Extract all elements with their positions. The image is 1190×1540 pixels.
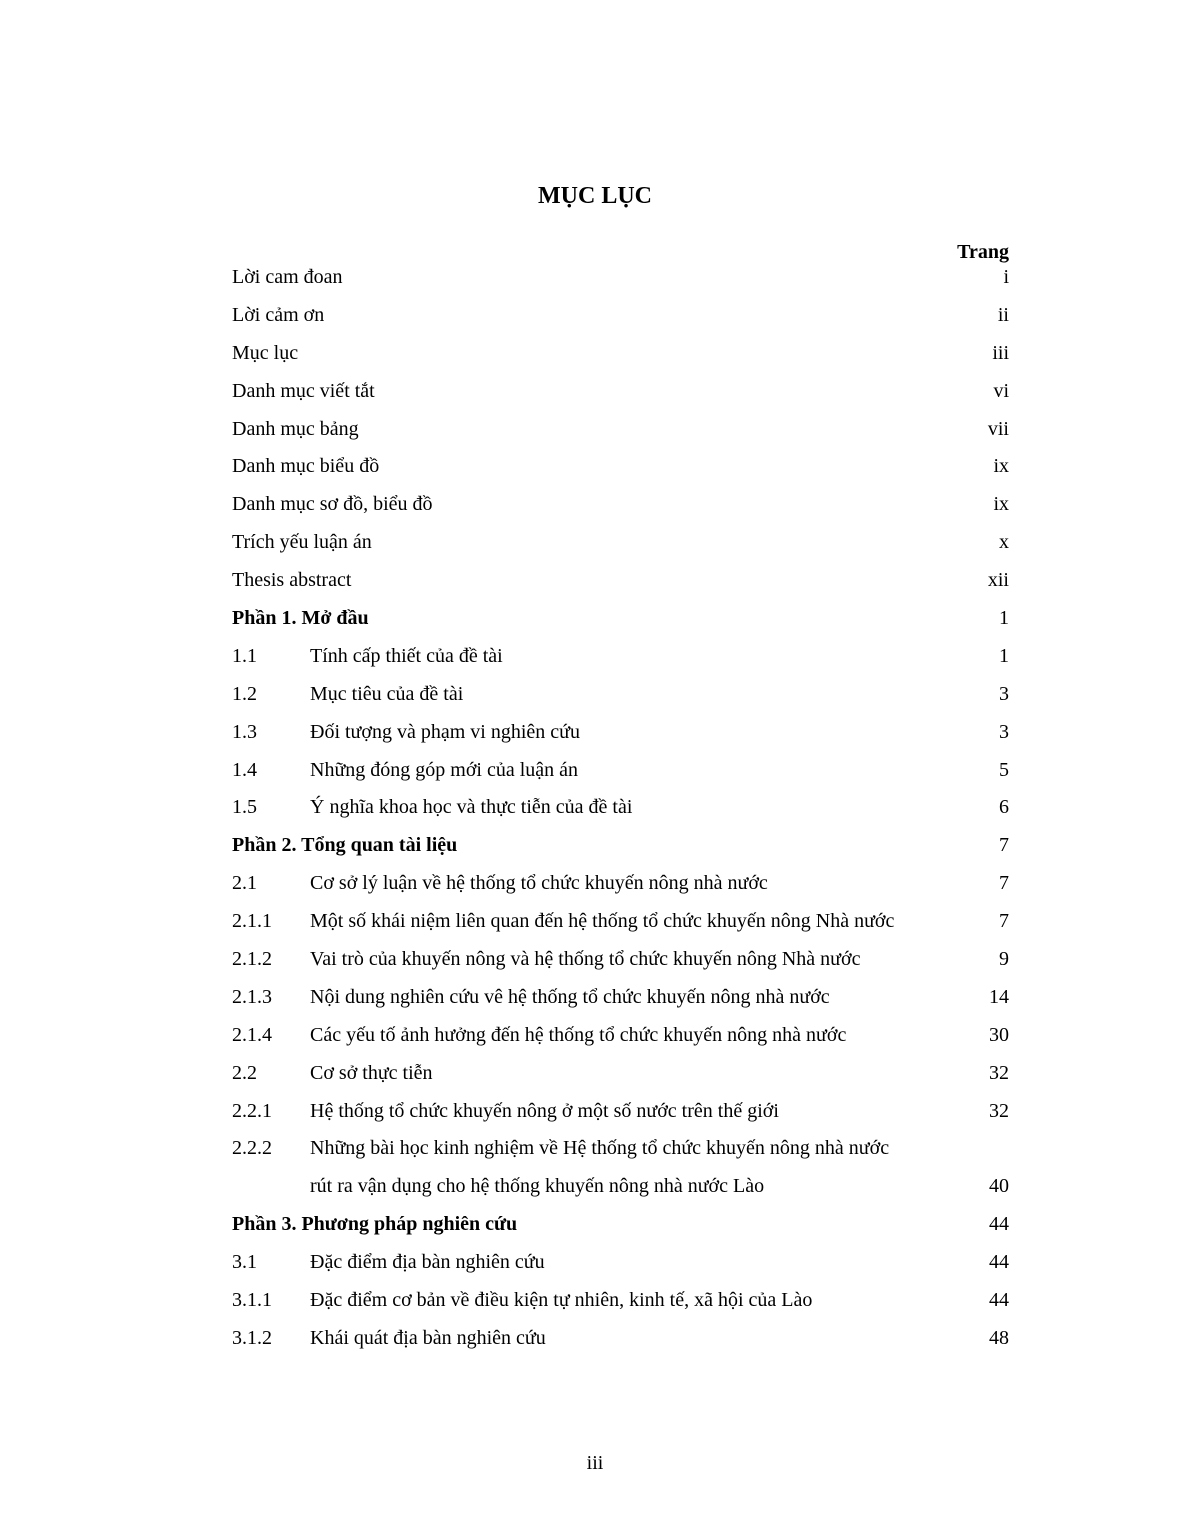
toc-entry-title: Danh mục sơ đồ, biểu đồ bbox=[232, 493, 433, 516]
toc-entry-title: Danh mục viết tắt bbox=[232, 379, 375, 402]
toc-entry bbox=[232, 1320, 1009, 1358]
toc-entry-page: ix bbox=[993, 455, 1009, 478]
toc-entry-title: Mục tiêu của đề tài bbox=[310, 682, 464, 705]
toc-entry-number: 1.5 bbox=[232, 796, 257, 819]
toc-entry-page: 44 bbox=[989, 1213, 1009, 1236]
toc-entry bbox=[232, 524, 1009, 562]
toc-entry-number: 2.1 bbox=[232, 872, 257, 895]
toc-entry bbox=[232, 1168, 1009, 1206]
toc-entry-title: Phần 2. Tổng quan tài liệu bbox=[232, 834, 458, 857]
toc-entry-page: 7 bbox=[999, 910, 1009, 933]
toc-entry bbox=[232, 1055, 1009, 1093]
toc-entry-page: 48 bbox=[989, 1326, 1009, 1349]
toc-entry bbox=[232, 676, 1009, 714]
toc-entry-title: Cơ sở thực tiễn bbox=[310, 1061, 433, 1084]
toc-entry-page: 1 bbox=[999, 607, 1009, 630]
toc-entry-page: 7 bbox=[999, 834, 1009, 857]
toc-entry-page: 30 bbox=[989, 1023, 1009, 1046]
toc-entry-page: vi bbox=[993, 379, 1009, 402]
toc-entry bbox=[232, 903, 1009, 941]
toc-entry bbox=[232, 486, 1009, 524]
toc-entry-title: Các yếu tố ảnh hưởng đến hệ thống tổ chức khuyến nông nhà nước bbox=[310, 1023, 847, 1046]
toc-entry-title: Tính cấp thiết của đề tài bbox=[310, 644, 503, 667]
toc-entry-page: 40 bbox=[989, 1175, 1009, 1198]
toc-entry-title: Hệ thống tổ chức khuyến nông ở một số nước trên thế giới bbox=[310, 1099, 779, 1122]
toc-entry-page: 1 bbox=[999, 644, 1009, 667]
toc-entry bbox=[232, 1093, 1009, 1131]
toc-entry-number: 2.1.2 bbox=[232, 948, 272, 971]
toc-entry bbox=[232, 562, 1009, 600]
toc-entry-number: 2.2.1 bbox=[232, 1099, 272, 1122]
toc-entry-page: i bbox=[1003, 266, 1009, 288]
toc-entry-page: ii bbox=[997, 303, 1009, 326]
toc-entry bbox=[232, 335, 1009, 373]
toc-part-heading bbox=[232, 827, 1009, 865]
toc-entry bbox=[232, 865, 1009, 903]
toc-entry-page: iii bbox=[992, 341, 1009, 364]
toc-entry-page: 44 bbox=[989, 1251, 1009, 1274]
toc-entry-page: x bbox=[999, 531, 1009, 554]
toc-entry-title: Cơ sở lý luận về hệ thống tổ chức khuyến nông nhà nước bbox=[310, 872, 768, 895]
toc-entry bbox=[232, 714, 1009, 752]
toc-entry-title: rút ra vận dụng cho hệ thống khuyến nông nhà nước Lào bbox=[310, 1175, 765, 1198]
toc-entry bbox=[232, 1282, 1009, 1320]
toc-entry-title: Ý nghĩa khoa học và thực tiễn của đề tài bbox=[310, 796, 633, 819]
toc-entry-page: 6 bbox=[999, 796, 1009, 819]
toc-entry bbox=[232, 1130, 1009, 1168]
page-column-header: Trang bbox=[957, 241, 1009, 263]
toc-entry bbox=[232, 1017, 1009, 1055]
toc-entry-page: 32 bbox=[989, 1061, 1009, 1084]
toc-entry-number: 2.1.1 bbox=[232, 910, 272, 933]
toc-entry-title: Những bài học kinh nghiệm về Hệ thống tổ chức khuyến nông nhà nước bbox=[310, 1137, 890, 1160]
toc-entry-title: Lời cảm ơn bbox=[232, 303, 325, 326]
toc-entry-number: 1.2 bbox=[232, 682, 257, 705]
toc-entry-number: 1.4 bbox=[232, 758, 257, 781]
toc-entry bbox=[232, 448, 1009, 486]
toc-entry bbox=[232, 373, 1009, 411]
toc-entry-title: Danh mục biểu đồ bbox=[232, 455, 380, 478]
toc-entry-page: 9 bbox=[999, 948, 1009, 971]
toc-entry bbox=[232, 752, 1009, 790]
toc-entry bbox=[232, 411, 1009, 449]
toc-part-heading bbox=[232, 600, 1009, 638]
toc-entry-title: Phần 1. Mở đầu bbox=[232, 607, 369, 630]
toc-entry bbox=[232, 941, 1009, 979]
toc-entry-title: Đặc điểm địa bàn nghiên cứu bbox=[310, 1251, 545, 1274]
toc-entry-page: 3 bbox=[999, 682, 1009, 705]
toc-entry-page: 14 bbox=[989, 985, 1009, 1008]
toc-entry-page: 32 bbox=[989, 1099, 1009, 1122]
toc-entry-number: 3.1 bbox=[232, 1251, 257, 1274]
toc-entry bbox=[232, 297, 1009, 335]
toc-entry-title: Vai trò của khuyến nông và hệ thống tổ chức khuyến nông Nhà nước bbox=[310, 948, 861, 971]
toc-entry-number: 3.1.1 bbox=[232, 1289, 272, 1312]
toc-entry-title: Đối tượng và phạm vi nghiên cứu bbox=[310, 720, 580, 743]
toc-entry-number: 2.1.3 bbox=[232, 985, 272, 1008]
toc-entry-title: Đặc điểm cơ bản về điều kiện tự nhiên, kinh tế, xã hội của Lào bbox=[310, 1289, 813, 1312]
toc-entry-title: Những đóng góp mới của luận án bbox=[310, 758, 579, 781]
toc-entry-title: Lời cam đoan bbox=[232, 266, 343, 288]
toc-entry-number: 1.3 bbox=[232, 720, 257, 743]
toc-entry-number: 2.2.2 bbox=[232, 1137, 272, 1160]
toc-entry-title: Một số khái niệm liên quan đến hệ thống tổ chức khuyến nông Nhà nước bbox=[310, 910, 895, 933]
toc-entry bbox=[232, 638, 1009, 676]
toc-entry bbox=[232, 979, 1009, 1017]
toc-entry bbox=[232, 1244, 1009, 1282]
page-title: MỤC LỤC bbox=[538, 183, 652, 209]
toc-entry-page: vii bbox=[987, 417, 1009, 440]
toc-entry-page: 44 bbox=[989, 1289, 1009, 1312]
toc-entry bbox=[232, 789, 1009, 827]
toc-entry-title: Nội dung nghiên cứu vê hệ thống tổ chức khuyến nông nhà nước bbox=[310, 985, 830, 1008]
toc-entry-title: Danh mục bảng bbox=[232, 417, 359, 440]
toc-entry-number: 2.1.4 bbox=[232, 1023, 272, 1046]
toc-entry-number: 3.1.2 bbox=[232, 1326, 272, 1349]
toc-entry-title: Khái quát địa bàn nghiên cứu bbox=[310, 1326, 546, 1349]
toc-entry-title: Trích yếu luận án bbox=[232, 531, 372, 554]
footer-page-number: iii bbox=[586, 1452, 604, 1474]
toc-entry-page: 5 bbox=[999, 758, 1009, 781]
toc-entry-page: 7 bbox=[999, 872, 1009, 895]
toc-part-heading bbox=[232, 1206, 1009, 1244]
toc-entry-page: 3 bbox=[999, 720, 1009, 743]
table-of-contents bbox=[232, 259, 1009, 1358]
toc-entry-page: xii bbox=[987, 569, 1009, 592]
toc-entry-title: Thesis abstract bbox=[232, 569, 352, 592]
toc-entry bbox=[232, 259, 1009, 297]
toc-entry-number: 2.2 bbox=[232, 1061, 257, 1084]
toc-entry-number: 1.1 bbox=[232, 644, 257, 667]
toc-entry-title: Phần 3. Phương pháp nghiên cứu bbox=[232, 1213, 518, 1236]
toc-entry-page: ix bbox=[993, 493, 1009, 516]
toc-entry-title: Mục lục bbox=[232, 341, 299, 364]
